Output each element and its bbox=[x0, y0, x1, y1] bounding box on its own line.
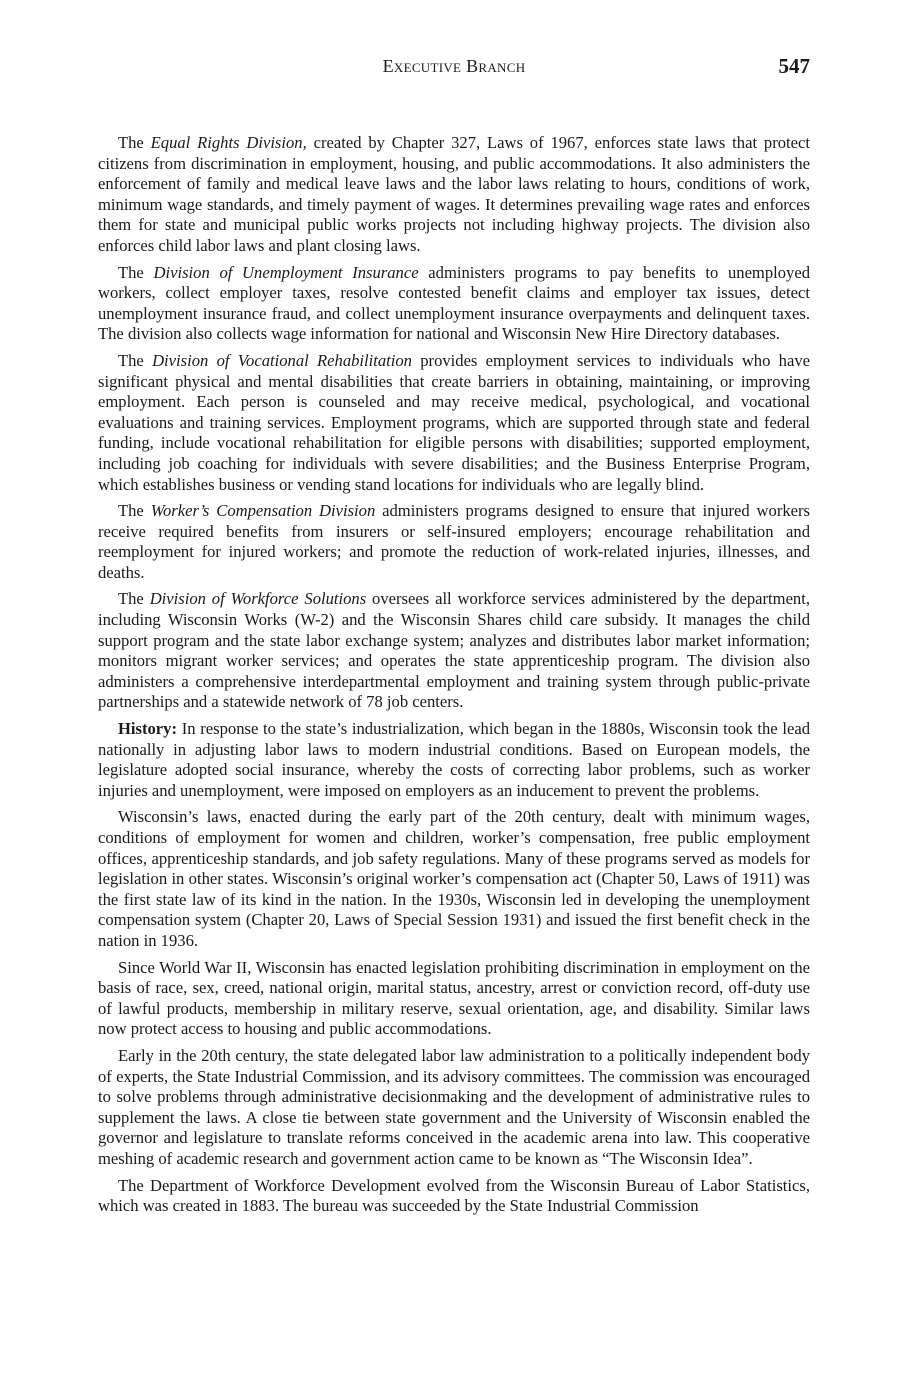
paragraph-text: created by Chapter 327, Laws of 1967, enforces state laws that protect citizens from discrimination in employment, housing, and public accommodations. It also administers the enforcement of family and medical leave laws and the labor laws relating to hours, conditions of work, minimum wage standards, and timely payment of wages. It determines prevailing wage rates and enforces them for state and municipal public works projects not including highway projects. The division also enforces child labor laws and plant closing laws. bbox=[98, 133, 810, 255]
paragraph-equal-rights-division bbox=[98, 133, 810, 257]
paragraph-text: In response to the state’s industrialization, which began in the 1880s, Wisconsin took the lead nationally in adjusting labor laws to modern industrial conditions. Based on European models, the legislature adopted social insurance, whereby the costs of correcting labor problems, such as worker injuries and unemployment, were imposed on employers as an inducement to prevent the problems. bbox=[98, 719, 810, 800]
history-heading: History: bbox=[118, 719, 177, 739]
paragraph-text: The bbox=[118, 133, 151, 152]
paragraph-text: provides employment services to individuals who have significant physical and mental disabilities that create barriers in obtaining, maintaining, or improving employment. Each person is counseled and may receive medical, psychological, and vocational evaluations and training services. Employment programs, which are supported through state and federal funding, include vocational rehabilitation for eligible persons with disabilities; supported employment, including job coaching for individuals with severe disabilities; and the Business Enterprise Program, which establishes business or vending stand locations for individuals who are legally blind. bbox=[98, 350, 810, 494]
paragraph-department-evolution bbox=[98, 1176, 810, 1217]
paragraph-history bbox=[98, 719, 810, 801]
page-number: 547 bbox=[778, 54, 810, 78]
paragraph-workers-compensation bbox=[98, 501, 810, 583]
paragraph-text: The bbox=[118, 501, 151, 521]
paragraph-discrimination-laws bbox=[98, 958, 810, 1040]
page-header bbox=[98, 54, 810, 82]
paragraph-text: The bbox=[118, 350, 153, 370]
paragraph-text: administers programs to pay benefits to unemployed workers, collect employer taxes, resolve contested benefit claims and employer tax issues, detect unemployment insurance fraud, and collect unemployment insurance overpayments and delinquent taxes. The division also collects wage information for national and Wisconsin New Hire Directory databases. bbox=[98, 262, 811, 344]
paragraph-text: The Department of Workforce Development evolved from the Wisconsin Bureau of Labor Statistics, which was created in 1883. The bureau was succeeded by the State Industrial Commission bbox=[98, 1175, 810, 1216]
paragraph-workforce-solutions bbox=[98, 589, 810, 713]
division-name: Division of Vocational Rehabilitation bbox=[152, 350, 412, 370]
paragraph-industrial-commission bbox=[98, 1046, 810, 1170]
page-body bbox=[98, 133, 810, 1223]
paragraph-text: administers programs designed to ensure that injured workers receive required benefits from insurers or self-insured employers; encourage rehabilitation and reemployment for injured workers; and promote the reduction of work-related injuries, illnesses, and deaths. bbox=[98, 501, 811, 582]
paragraph-text: oversees all workforce services administered by the department, including Wisconsin Works (W-2) and the Wisconsin Shares child care subsidy. It manages the child support program and the state labor exchange system; analyzes and distributes labor market information; monitors migrant worker services; and operates the state apprenticeship program. The division also administers a comprehensive interdepartmental employment and training system through public-private partnerships and a statewide network of 78 job centers. bbox=[98, 589, 810, 712]
running-head: Executive Branch bbox=[382, 56, 526, 76]
division-name: Division of Unemployment Insurance bbox=[153, 262, 419, 282]
division-name: Division of Workforce Solutions bbox=[149, 589, 367, 609]
paragraph-text: The bbox=[118, 589, 150, 609]
paragraph-unemployment-insurance bbox=[98, 263, 810, 345]
paragraph-text: The bbox=[118, 262, 154, 282]
paragraph-text: Since World War II, Wisconsin has enacted legislation prohibiting discrimination in employment on the basis of race, sex, creed, national origin, marital status, ancestry, arrest or conviction record, off-duty use of lawful products, membership in military reserve, sexual orientation, age, and disability. Similar laws now protect access to housing and public accommodations. bbox=[98, 957, 810, 1039]
paragraph-early-laws bbox=[98, 807, 810, 951]
paragraph-text: Wisconsin’s laws, enacted during the early part of the 20th century, dealt with minimum wages, conditions of employment for women and children, worker’s compensation, free public employment offices, apprenticeship standards, and job safety regulations. Many of these programs served as models for legislation in other states. Wisconsin’s original worker’s compensation act (Chapter 50, Laws of 1911) was the first state law of its kind in the nation. In the 1930s, Wisconsin led in developing the unemployment compensation system (Chapter 20, Laws of Special Session 1931) and issued the first benefit check in the nation in 1936. bbox=[98, 807, 810, 950]
division-name: Equal Rights Division, bbox=[150, 133, 307, 152]
paragraph-vocational-rehabilitation bbox=[98, 351, 810, 495]
division-name: Worker’s Compensation Division bbox=[150, 501, 376, 521]
paragraph-text: Early in the 20th century, the state delegated labor law administration to a politically independent body of experts, the State Industrial Commission, and its advisory committees. The commission was encouraged to solve problems through administrative decisionmaking and the development of administrative rules to supplement the laws. A close tie between state government and the University of Wisconsin enabled the governor and legislature to translate reforms conceived in the academic arena into law. This cooperative meshing of academic research and government action came to be known as “The Wisconsin Idea”. bbox=[98, 1045, 810, 1168]
